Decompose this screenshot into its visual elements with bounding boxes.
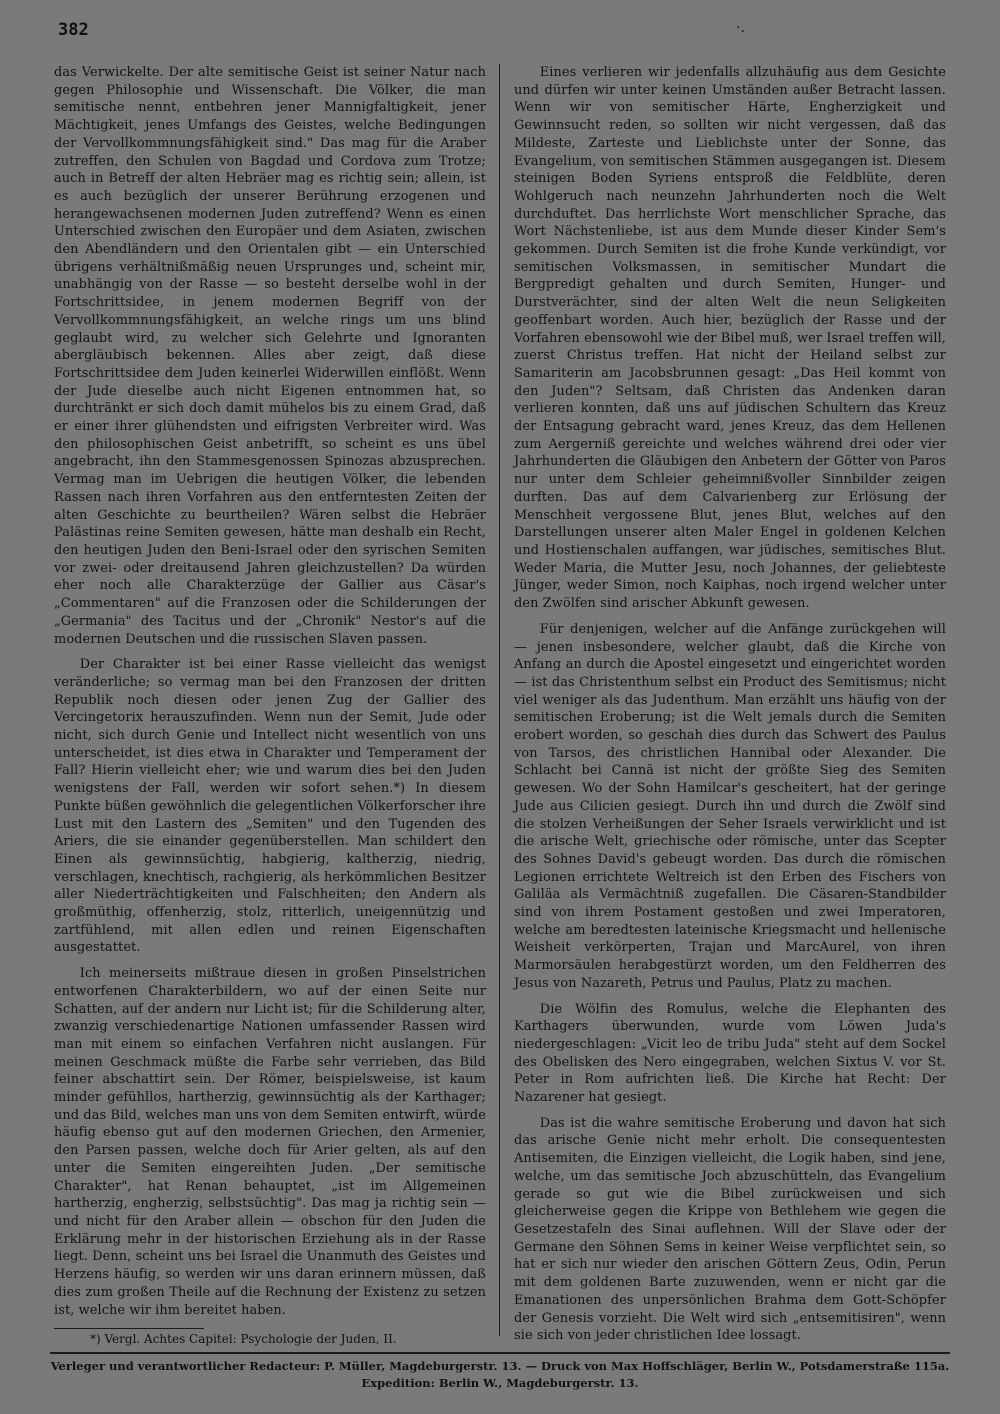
paragraph: das Verwickelte. Der alte semitische Geist ist seiner Natur nach gegen Philosophie und Wissenschaft. Die Völker, die man semitische nennt, entbehren jener Mannigfaltigkeit, jener Mächtigkeit, jenes Umfangs des Geistes, welche Bedingungen der Vervollkommnungsfähigkeit sind." Das mag für die Araber zutreffen, den Schulen von Bagdad und Cordova zum Trotze; auch in Betreff der alten Hebräer mag es richtig sein; allein, ist es auch bezüglich der unserer Berührung erzogenen und herangewachsenen modernen Juden zutreffend? Wenn es einen Unterschied zwischen den Europäer und dem Asiaten, zwischen den Abendländern und den Orientalen gibt — ein Unterschied übrigens verhältnißmäßig neuen Ursprunges und, scheint mir, unabhängig von der Rasse — so besteht derselbe wohl in der Fortschrittsidee, in jenem modernen Begriff von der Vervollkommnungsfähigkeit, an welche rings um uns blind geglaubt wird, zu welcher sich Gelehrte und Ignoranten abergläubisch bekennen. Alles aber zeigt, daß diese Fortschrittsidee dem Juden keinerlei Widerwillen einflößt. Wenn der Jude dieselbe auch nicht Eigenen entnommen hat, so durchtränkt er sich doch damit mühelos bis zu einem Grad, daß er einer ihrer glühendsten und eifrigsten Verbreiter wird. Was den philosophischen Geist anbetrifft, so scheint es uns übel angebracht, ihn den Stammesgenossen Spinozas abzusprechen. Vermag man im Uebrigen die heutigen Völker, die lebenden Rassen nach ihren Vorfahren aus den entferntesten Zeiten der alten Geschichte zu beurtheilen? Wären selbst die Hebräer Palästinas reine Semiten gewesen, hätte man deshalb ein Recht, den heutigen Juden den Beni-Israel oder den syrischen Semiten vor zwei- oder dreitausend Jahren gleichzustellen? Da würden eher noch alle Charakterzüge der Gallier aus Cäsar's „Commentaren" auf die Franzosen oder die Schilderungen der „Germania" des Tacitus und der „Chronik" Nestor's auf die modernen Deutschen und die russischen Slaven passen. xyxy=(54,65,486,647)
footnote-rule xyxy=(54,1328,204,1329)
imprint xyxy=(50,1358,950,1392)
paragraph: Der Charakter ist bei einer Rasse vielleicht das wenigst veränderliche; so vermag man bei den Franzosen der dritten Republik noch diesen oder jenen Zug der Gallier des Vercingetorix herauszufinden. Wenn nun der Semit, Jude oder nicht, sich durch Genie und Intellect nicht wesentlich von uns unterscheidet, ist dies etwa in Charakter und Temperament der Fall? Hierin vielleicht eher; wie und warum dies bei den Juden wenigstens der Fall, werden wir sofort sehen.*) In diesem Punkte büßen gewöhnlich die gelegentlichen Völkerforscher ihre Lust mit den Lastern des „Semiten" und den Tugenden des Ariers, die sie einander gegenüberstellen. Man schildert den Einen als gewinnsüchtig, habgierig, kaltherzig, niedrig, verschlagen, knechtisch, rachgierig, als herkömmlichen Besitzer aller Niederträchtigkeiten und Falschheiten; den Andern als großmüthig, offenherzig, stolz, ritterlich, uneigennützig und zartfühlend, mit allen edlen und reinen Eigenschaften ausgestattet. xyxy=(54,657,486,956)
paragraph: Ich meinerseits mißtraue diesen in großen Pinselstrichen entworfenen Charakterbildern, wo auf der einen Seite nur Schatten, auf der andern nur Licht ist; für die Schilderung alter, zwanzig verschiedenartige Nationen umfassender Rassen wird man mit einem so einfachen Verfahren nicht auslangen. Für meinen Geschmack müßte die Farbe sehr verrieben, das Bild feiner abschattirt sein. Der Römer, beispielsweise, ist kaum minder gefühllos, hartherzig, gewinnsüchtig als der Karthager; und das Bild, welches man uns von dem Semiten entwirft, würde häufig ebenso gut auf den modernen Griechen, den Armenier, den Parsen passen, welche doch für Arier gelten, als auf den unter die Semiten eingereihten Juden. „Der semitische Charakter", hat Renan behauptet, „ist im Allgemeinen hartherzig, engherzig, selbstsüchtig". Das mag ja richtig sein — und nicht für den Araber allein — obschon für den Juden die Erklärung mehr in der historischen Erziehung als in der Rasse liegt. Denn, scheint uns bei Israel die Unanmuth des Geistes und Herzens häufig, so werden wir uns daran erinnern müssen, daß dies zum großen Theile auf die Rechnung der Existenz zu setzen ist, welche wir ihm bereitet haben. xyxy=(54,966,486,1318)
imprint-line: Verleger und verantwortlicher Redacteur: P. Müller, Magdeburgerstr. 13. — Druck von Max Hoffschläger, Berlin W., Potsdamerstraße 115a. xyxy=(50,1359,950,1373)
footnote: *) Vergl. Achtes Capitel: Psychologie der Juden, II. xyxy=(90,1332,397,1346)
paragraph: Das ist die wahre semitische Eroberung und davon hat sich das arische Genie nicht mehr erholt. Die consequentesten Antisemiten, die Einzigen vielleicht, die Logik haben, sind jene, welche, um das semitische Joch abzuschütteln, das Evangelium gerade so gut wie die Bibel zurückweisen und sich gleicherweise gegen die Krippe von Bethlehem wie gegen die Gesetzestafeln des Sinai auflehnen. Will der Slave oder der Germane den Söhnen Sems in keiner Weise verpflichtet sein, so hat er sich nur wieder den arischen Göttern Zeus, Odin, Perun mit dem goldenen Barte zuzuwenden, wenn er nicht gar die Emanationen des unpersönlichen Brahma dem Gott-Schöpfer der Genesis vorzieht. Die Welt wird sich „entsemitisiren", wenn sie sich von jeder christlichen Idee lossagt. xyxy=(514,1115,946,1344)
imprint-line: Expedition: Berlin W., Magdeburgerstr. 13. xyxy=(361,1376,639,1390)
paragraph: Die Wölfin des Romulus, welche die Elephanten des Karthagers überwunden, wurde vom Löwen Juda's niedergeschlagen: „Vicit leo de tribu Juda" steht auf dem Sockel des Obelisken des Nero eingegraben, welchen Sixtus V. vor St. Peter in Rom aufrichten ließ. Die Kirche hat Recht: Der Nazarener hat gesiegt. xyxy=(514,1001,946,1106)
paragraph: Eines verlieren wir jedenfalls allzuhäufig aus dem Gesichte und dürfen wir unter keinen Umständen außer Betracht lassen. Wenn wir von semitischer Härte, Engherzigkeit und Gewinnsucht reden, so sollten wir nicht vergessen, daß das Mildeste, Zarteste und Lieblichste unter der Sonne, das Evangelium, von semitischen Stämmen ausgegangen ist. Diesem steinigen Boden Syriens entsproß die Feldblüte, deren Wohlgeruch nach neunzehn Jahrhunderten noch die Welt durchduftet. Das herrlichste Wort menschlicher Sprache, das Wort Nächstenliebe, ist aus dem Munde dieser Kinder Sem's gekommen. Durch Semiten ist die frohe Kunde verkündigt, vor semitischen Volksmassen, in semitischer Mundart die Bergpredigt gehalten und durch Semiten, Hunger- und Durstverächter, sind der alten Welt die neun Seligkeiten geoffenbart worden. Auch hier, bezüglich der Rasse und der Vorfahren ebensowohl wie der Bibel muß, wer Israel treffen will, zuerst Christus treffen. Hat nicht der Heiland selbst zur Samariterin am Jacobsbrunnen gesagt: „Das Heil kommt von den Juden"? Seltsam, daß Christen das Andenken daran verlieren konnten, daß uns auf jüdischen Schultern das Kreuz der Entsagung gebracht ward, jenes Kreuz, das dem Hellenen zum Aergerniß gereichte und welches während drei oder vier Jahrhunderten die Gläubigen den Anbetern der Götter von Paros nur unter dem Schleier geheimnißvoller Sinnbilder zeigen durften. Das auf dem Calvarienberg zur Erlösung der Menschheit vergossene Blut, jenes Blut, welches auf den Darstellungen unserer alten Maler Engel in goldenen Kelchen und Hostienschalen auffangen, war jüdisches, semitisches Blut. Weder Maria, die Mutter Jesu, noch Johannes, der geliebteste Jünger, weder Simon, noch Kaiphas, noch irgend welcher unter den Zwölfen sind arischer Abkunft gewesen. xyxy=(514,65,946,612)
paragraph: Für denjenigen, welcher auf die Anfänge zurückgehen will — jenen insbesondere, welcher glaubt, daß die Kirche von Anfang an durch die Apostel eingesetzt und eingerichtet worden — ist das Christenthum selbst ein Product des Semitismus; nicht viel weniger als das Judenthum. Man erzählt uns häufig von der semitischen Eroberung; ist die Welt jemals durch die Semiten erobert worden, so geschah dies durch das Schwert des Paulus von Tarsos, des christlichen Hannibal oder Alexander. Die Schlacht bei Cannä ist nicht der größte Sieg des Semiten gewesen. Wo der Sohn Hamilcar's gescheitert, hat der geringe Jude aus Cilicien gesiegt. Durch ihn und durch die Zwölf sind die stolzen Verheißungen der Seher Israels verwirklicht und ist die arische Welt, griechische oder römische, unter das Scepter des Sohnes David's gebeugt worden. Das durch die römischen Legionen errichtete Weltreich ist den Erben des Fischers von Galiläa als Vermächtniß zugefallen. Die Cäsaren-Standbilder sind von ihrem Postament gestoßen und zwei Imperatoren, welche am beredtesten lateinische Kriegsmacht und hellenische Weisheit verkörperten, Trajan und MarcAurel, von ihren Marmorsäulen herabgestürzt worden, um den Feldherren des Jesus von Nazareth, Petrus und Paulus, Platz zu machen. xyxy=(514,621,946,991)
column-divider xyxy=(499,64,500,1336)
right-column xyxy=(514,64,946,1345)
left-column xyxy=(54,64,486,1319)
page-number: 382 xyxy=(58,20,89,40)
imprint-rule xyxy=(50,1352,950,1354)
print-mark: ·. xyxy=(736,20,745,36)
